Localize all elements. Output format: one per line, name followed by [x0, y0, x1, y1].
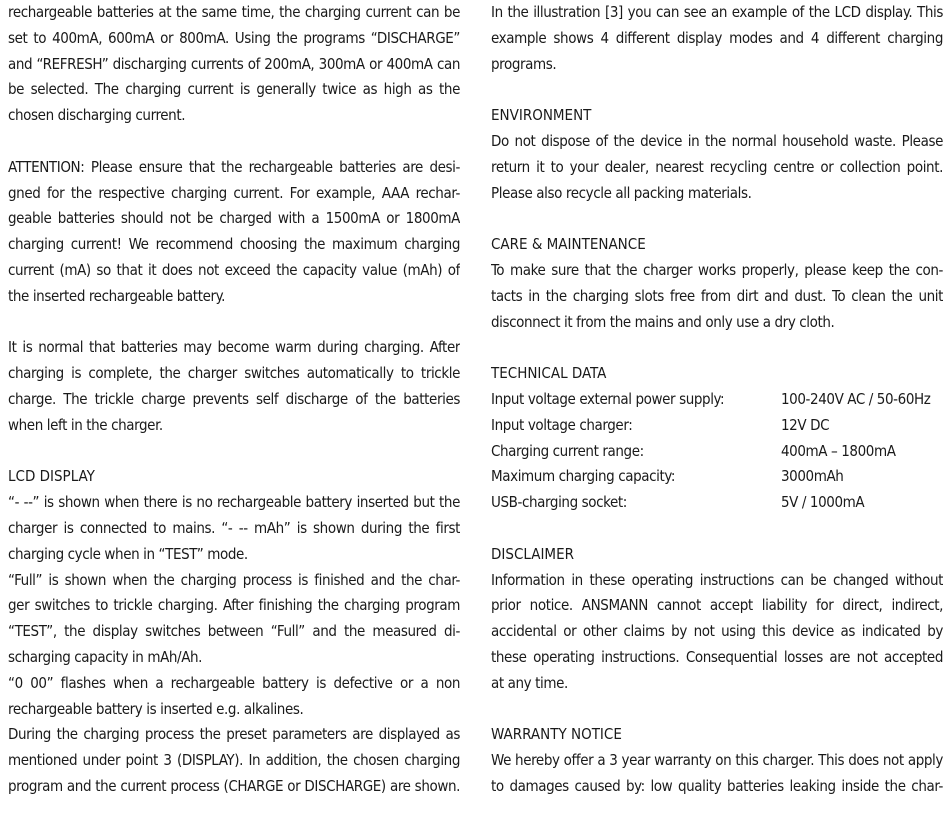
section-heading: TECHNICAL DATA — [491, 364, 607, 383]
tech-value: 100-240V AC / 50-60Hz — [781, 389, 931, 408]
paragraph-warm — [8, 335, 460, 438]
text-line: We hereby offer a 3 year warranty on this charger. This does not apply — [491, 751, 943, 770]
tech-value: 3000mAh — [781, 467, 844, 486]
text-line: charging cycle when in “TEST” mode. — [8, 544, 248, 563]
text-line: During the charging process the preset parameters are displayed as — [8, 725, 460, 744]
paragraph-gap — [8, 310, 460, 336]
tech-value: 5V / 1000mA — [781, 493, 865, 512]
paragraph-gap — [491, 206, 943, 232]
text-line: these operating instructions. Consequential losses are not accepted — [491, 647, 943, 666]
paragraph-illustration-intro — [491, 0, 943, 77]
text-line: and “REFRESH” discharging currents of 200mA, 300mA or 400mA can — [8, 54, 460, 73]
tech-row — [491, 413, 943, 439]
text-line: ATTENTION: Please ensure that the rechargeable batteries are desi- — [8, 157, 460, 176]
text-line: gned for the respective charging current. For example, AAA rechar- — [8, 183, 460, 202]
section-disclaimer — [491, 542, 943, 697]
section-lcd-display — [8, 464, 460, 799]
text-line: program and the current process (CHARGE or DISCHARGE) are shown. — [8, 776, 460, 795]
section-environment — [491, 103, 943, 206]
tech-value: 400mA – 1800mA — [781, 441, 896, 460]
text-line: scharging capacity in mAh/Ah. — [8, 647, 203, 666]
text-line: accidental or other claims by not using this device as indicated by — [491, 622, 943, 641]
tech-row — [491, 439, 943, 465]
paragraph-gap — [8, 439, 460, 465]
text-line: chosen discharging current. — [8, 106, 186, 125]
tech-row — [491, 387, 943, 413]
text-line: charge. The trickle charge prevents self discharge of the batteries — [8, 389, 460, 408]
text-line: charging current! We recommend choosing the maximum charging — [8, 235, 460, 254]
text-line: tacts in the charging slots free from dirt and dust. To clean the unit — [491, 286, 943, 305]
text-line: “Full” is shown when the charging process is finished and the char- — [8, 570, 460, 589]
section-heading: CARE & MAINTENANCE — [491, 235, 646, 254]
section-heading: WARRANTY NOTICE — [491, 725, 622, 744]
text-line: “TEST”, the display switches between “Full” and the measured di- — [8, 622, 460, 641]
text-line: mentioned under point 3 (DISPLAY). In addition, the chosen charging — [8, 751, 460, 770]
text-line: be selected. The charging current is generally twice as high as the — [8, 80, 460, 99]
text-line: programs. — [491, 54, 557, 73]
text-line: geable batteries should not be charged with a 1500mA or 1800mA — [8, 209, 460, 228]
tech-row — [491, 490, 943, 516]
text-line: current (mA) so that it does not exceed the capacity value (mAh) of — [8, 260, 460, 279]
text-line: rechargeable battery is inserted e.g. alkalines. — [8, 699, 304, 718]
paragraph-gap — [491, 516, 943, 542]
text-line: disconnect it from the mains and only use a dry cloth. — [491, 312, 835, 331]
section-technical-data — [491, 361, 943, 516]
text-line: To make sure that the charger works properly, please keep the con- — [491, 260, 943, 279]
paragraph-gap — [8, 129, 460, 155]
right-column — [491, 0, 943, 800]
text-line: set to 400mA, 600mA or 800mA. Using the programs “DISCHARGE” — [8, 28, 460, 47]
text-line: charger is connected to mains. “- -- mAh” is shown during the first — [8, 518, 460, 537]
text-line: ger switches to trickle charging. After finishing the charging program — [8, 596, 460, 615]
paragraph-attention — [8, 155, 460, 310]
paragraph-gap — [491, 77, 943, 103]
tech-row — [491, 464, 943, 490]
text-line: to damages caused by: low quality batteries leaking inside the char- — [491, 776, 943, 795]
tech-label: Input voltage charger: — [491, 415, 633, 434]
section-heading: DISCLAIMER — [491, 544, 574, 563]
tech-label: Input voltage external power supply: — [491, 389, 725, 408]
text-line: the inserted rechargeable battery. — [8, 286, 225, 305]
text-line: It is normal that batteries may become warm during charging. After — [8, 338, 460, 357]
tech-label: Maximum charging capacity: — [491, 467, 676, 486]
tech-label: Charging current range: — [491, 441, 644, 460]
text-line: In the illustration [3] you can see an example of the LCD display. This — [491, 3, 943, 21]
text-line: Do not dispose of the device in the normal household waste. Please — [491, 131, 943, 150]
left-column — [8, 0, 460, 800]
text-line: when left in the charger. — [8, 415, 163, 434]
text-line: return it to your dealer, nearest recycling centre or collection point. — [491, 157, 943, 176]
section-heading: LCD DISPLAY — [8, 467, 95, 486]
text-line: prior notice. ANSMANN cannot accept liability for direct, indirect, — [491, 596, 943, 615]
text-line: Please also recycle all packing materials. — [491, 183, 752, 202]
paragraph-charging-current — [8, 0, 460, 129]
text-line: at any time. — [491, 673, 568, 692]
text-line: Information in these operating instructions can be changed without — [491, 570, 943, 589]
text-line: example shows 4 different display modes and 4 different charging — [491, 28, 943, 47]
paragraph-gap — [491, 697, 943, 723]
paragraph-gap — [491, 335, 943, 361]
tech-label: USB-charging socket: — [491, 493, 627, 512]
section-care-maintenance — [491, 232, 943, 335]
section-heading: ENVIRONMENT — [491, 106, 592, 125]
text-line: “- --” is shown when there is no rechargeable battery inserted but the — [8, 493, 460, 512]
text-line: charging is complete, the charger switches automatically to trickle — [8, 364, 460, 383]
text-line: rechargeable batteries at the same time, the charging current can be — [8, 3, 460, 21]
text-line: “0 00” flashes when a rechargeable battery is defective or a non — [8, 673, 460, 692]
tech-value: 12V DC — [781, 415, 830, 434]
section-warranty-notice — [491, 722, 943, 799]
